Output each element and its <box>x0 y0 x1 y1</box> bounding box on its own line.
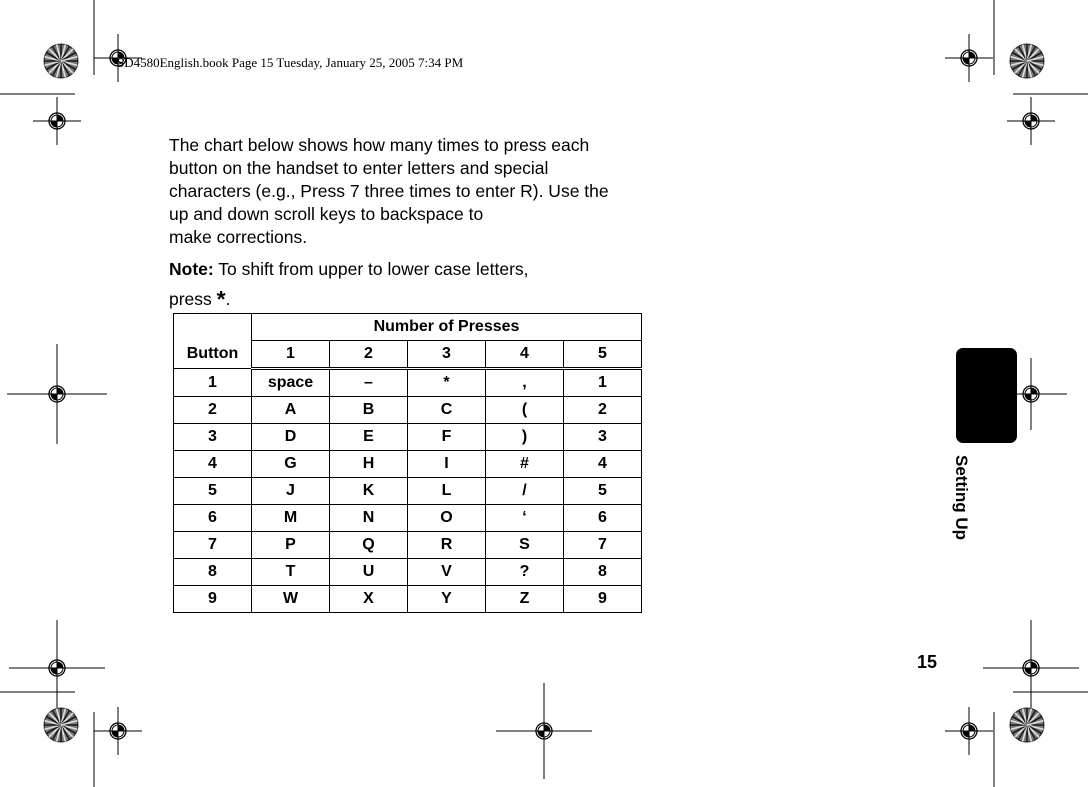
button-cell: 1 <box>174 369 252 397</box>
character-cell: / <box>486 478 564 505</box>
note-text-2: press <box>169 289 217 309</box>
character-cell: – <box>330 369 408 397</box>
character-cell: Z <box>486 586 564 613</box>
character-cell: Y <box>408 586 486 613</box>
character-cell: I <box>408 451 486 478</box>
character-cell: H <box>330 451 408 478</box>
character-cell: G <box>252 451 330 478</box>
registration-mark <box>7 344 107 444</box>
table-row <box>174 369 642 397</box>
table-row <box>174 451 642 478</box>
table-row <box>174 424 642 451</box>
character-cell: W <box>252 586 330 613</box>
press-count-header: 1 <box>252 341 330 369</box>
section-label: Setting Up <box>952 455 971 540</box>
character-cell: U <box>330 559 408 586</box>
character-cell: 8 <box>564 559 642 586</box>
character-cell: E <box>330 424 408 451</box>
character-cell: X <box>330 586 408 613</box>
character-cell: N <box>330 505 408 532</box>
character-cell: ‘ <box>486 505 564 532</box>
book-header-line: SD4580English.book Page 15 Tuesday, January 25, 2005 7:34 PM <box>117 55 464 70</box>
star-target-mark <box>44 708 78 742</box>
intro-line: characters (e.g., Press 7 three times to enter R). Use the <box>169 181 609 201</box>
star-target-mark <box>44 44 78 78</box>
character-cell: 2 <box>564 397 642 424</box>
intro-line: The chart below shows how many times to press each <box>169 135 590 155</box>
intro-paragraph <box>169 134 649 249</box>
table-row <box>174 478 642 505</box>
intro-line: up and down scroll keys to backspace to <box>169 204 484 224</box>
character-cell: O <box>408 505 486 532</box>
star-key-symbol: * <box>216 286 226 312</box>
character-cell: space <box>252 369 330 397</box>
page-number: 15 <box>917 652 938 672</box>
press-count-header: 5 <box>564 341 642 369</box>
character-cell: T <box>252 559 330 586</box>
character-cell: 3 <box>564 424 642 451</box>
key-press-chart <box>173 313 642 613</box>
note-end: . <box>225 289 231 309</box>
press-count-header: 4 <box>486 341 564 369</box>
character-cell: 5 <box>564 478 642 505</box>
character-cell: ? <box>486 559 564 586</box>
press-count-header: 2 <box>330 341 408 369</box>
character-cell: 4 <box>564 451 642 478</box>
character-cell: R <box>408 532 486 559</box>
press-count-header: 3 <box>408 341 486 369</box>
button-cell: 9 <box>174 586 252 613</box>
character-cell: , <box>486 369 564 397</box>
table-row <box>174 559 642 586</box>
button-cell: 6 <box>174 505 252 532</box>
registration-mark <box>33 97 81 145</box>
star-target-mark <box>1010 44 1044 78</box>
character-cell: # <box>486 451 564 478</box>
registration-mark <box>94 707 142 755</box>
button-cell: 8 <box>174 559 252 586</box>
character-cell: Q <box>330 532 408 559</box>
intro-line: make corrections. <box>169 227 308 247</box>
registration-mark <box>9 620 105 716</box>
character-cell: J <box>252 478 330 505</box>
character-cell: ( <box>486 397 564 424</box>
note-label: Note: <box>169 259 214 279</box>
character-cell: ) <box>486 424 564 451</box>
registration-mark <box>1007 97 1055 145</box>
character-cell: C <box>408 397 486 424</box>
character-cell: 7 <box>564 532 642 559</box>
character-cell: K <box>330 478 408 505</box>
button-cell: 2 <box>174 397 252 424</box>
table-row <box>174 397 642 424</box>
character-cell: S <box>486 532 564 559</box>
character-cell: L <box>408 478 486 505</box>
section-tab <box>956 348 1017 443</box>
registration-mark <box>983 620 1079 716</box>
button-cell: 4 <box>174 451 252 478</box>
character-cell: 1 <box>564 369 642 397</box>
character-cell: * <box>408 369 486 397</box>
table-row <box>174 505 642 532</box>
character-cell: M <box>252 505 330 532</box>
character-cell: 6 <box>564 505 642 532</box>
intro-line: button on the handset to enter letters and special <box>169 158 549 178</box>
table-row <box>174 532 642 559</box>
registration-mark <box>945 707 993 755</box>
presses-header: Number of Presses <box>252 314 642 341</box>
character-cell: 9 <box>564 586 642 613</box>
star-target-mark <box>1010 708 1044 742</box>
registration-mark <box>945 34 993 82</box>
button-cell: 7 <box>174 532 252 559</box>
character-cell: D <box>252 424 330 451</box>
button-cell: 3 <box>174 424 252 451</box>
character-cell: A <box>252 397 330 424</box>
character-cell: V <box>408 559 486 586</box>
note-paragraph <box>169 254 589 314</box>
button-column-header: Button <box>174 314 252 369</box>
registration-mark <box>496 683 592 779</box>
character-cell: F <box>408 424 486 451</box>
table-row <box>174 586 642 613</box>
character-cell: P <box>252 532 330 559</box>
button-cell: 5 <box>174 478 252 505</box>
note-text: To shift from upper to lower case letters, <box>213 259 529 279</box>
character-cell: B <box>330 397 408 424</box>
